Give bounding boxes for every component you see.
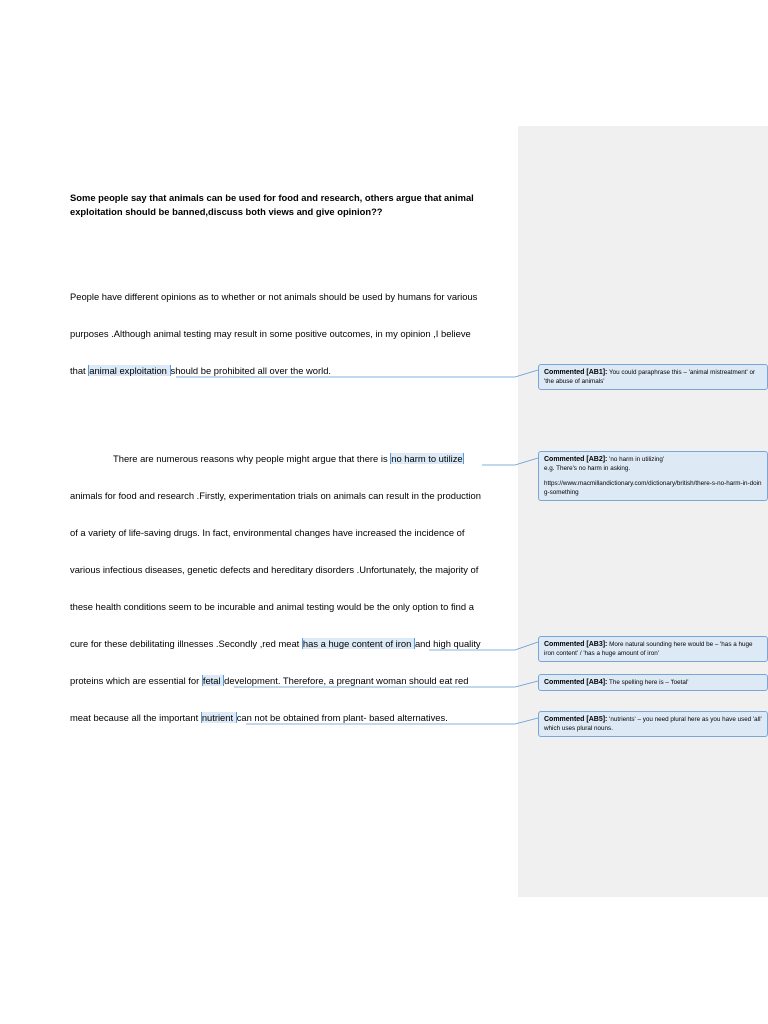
connector-ab3 [429,642,538,650]
paragraph-line: meat because all the important nutrient can not be obtained from plant- based alternatives. [70,712,448,723]
connector-ab1 [176,370,538,377]
paragraph-line: There are numerous reasons why people might argue that there is no harm to utilize [113,453,463,464]
paragraph-line: of a variety of life-saving drugs. In fact, environmental changes have increased the incidence of [70,527,465,538]
comment-ab5[interactable] [538,711,768,737]
comment-label: Commented [AB3]: [544,641,608,648]
paragraph-line: animals for food and research .Firstly, experimentation trials on animals can result in the production [70,490,481,501]
comment-ab3[interactable] [538,636,768,662]
comment-text: 'nutrients' – you need plural here as you have used 'all' which uses plural nouns. [544,716,762,732]
connector-ab5 [246,718,538,724]
comment-anchor-ab5[interactable]: nutrient [201,712,236,723]
comment-label: Commented [AB4]: [544,679,608,686]
connector-ab4 [234,681,538,687]
paragraph-line: proteins which are essential for fetal development. Therefore, a pregnant woman should eat red [70,675,469,686]
paragraph-line: various infectious diseases, genetic defects and hereditary disorders .Unfortunately, the majority of [70,564,479,575]
comment-anchor-ab4[interactable]: fetal [202,675,224,686]
essay-question: Some people say that animals can be used for food and research, others argue that animal exploitation should be banned,discuss both views and give opinion?? [70,192,474,217]
comment-example: e.g. There's no harm in asking. [544,465,631,472]
comment-text: 'no harm in utilizing' [607,456,665,463]
comment-text: More natural sounding here would be – 'has a huge iron content' / 'has a huge amount of iron' [544,641,753,657]
paragraph-line: People have different opinions as to whether or not animals should be used by humans for various [70,291,478,302]
comment-label: Commented [AB2]: [544,456,608,463]
connector-ab2 [482,458,538,465]
comment-link[interactable]: https://www.macmillandictionary.com/dictionary/british/there-s-no-harm-in-doing-something [544,480,762,496]
comment-anchor-ab1[interactable]: animal exploitation [89,365,170,376]
comment-text: The spelling here is – 'foetal' [607,679,689,686]
comment-ab1[interactable] [538,364,768,390]
paragraph-line: purposes .Although animal testing may result in some positive outcomes, in my opinion ,I believe [70,328,471,339]
comment-label: Commented [AB5]: [544,716,608,723]
paragraph-line: these health conditions seem to be incurable and animal testing would be the only option to find a [70,601,474,612]
comment-anchor-ab3[interactable]: has a huge content of iron [302,638,414,649]
comment-ab2[interactable] [538,451,768,501]
comment-label: Commented [AB1]: [544,369,608,376]
paragraph-line: cure for these debilitating illnesses .Secondly ,red meat has a huge content of iron and high quality [70,638,481,649]
comment-text: You could paraphrase this – 'animal mistreatment' or 'the abuse of animals' [544,369,756,385]
paragraph-line: that animal exploitation should be prohibited all over the world. [70,365,332,376]
comment-anchor-ab2[interactable]: no harm to utilize [391,453,463,464]
comment-ab4[interactable] [538,674,768,691]
